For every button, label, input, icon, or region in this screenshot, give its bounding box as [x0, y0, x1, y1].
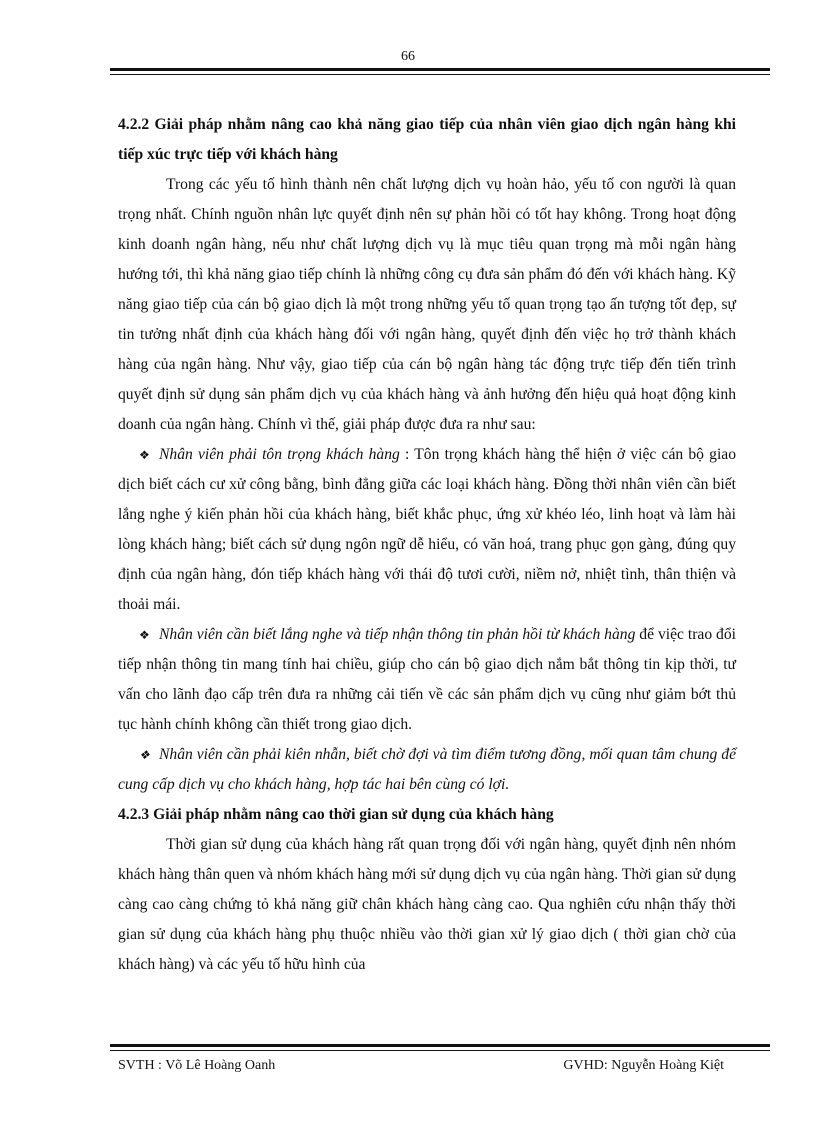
bullet-item	[118, 740, 736, 800]
page-body	[118, 110, 736, 980]
bullet-text: để việc trao đổi tiếp nhận thông tin mang tính hai chiều, giúp cho cán bộ giao dịch nắm bắt thông tin kịp thời, tư vấn cho lãnh đạo cấp trên đưa ra những cải tiến về các sản phẩm dịch vụ cũng như giảm bớt thủ tục hành chính không cần thiết trong giao dịch.	[118, 626, 736, 733]
footer-advisor: GVHD: Nguyễn Hoàng Kiệt	[563, 1058, 724, 1073]
footer-rule-thick	[110, 1044, 770, 1047]
diamond-bullet-icon: ❖	[139, 748, 150, 762]
header-rule-thick	[110, 68, 770, 71]
footer-rule-thin	[110, 1050, 770, 1051]
bullet-lead: Nhân viên phải tôn trọng khách hàng	[159, 446, 400, 463]
bullet-item	[118, 620, 736, 740]
page-number: 66	[401, 49, 415, 64]
bullet-lead: Nhân viên cần biết lắng nghe và tiếp nhận thông tin phản hồi từ khách hàng	[159, 626, 636, 643]
diamond-bullet-icon: ❖	[139, 448, 150, 462]
bullet-lead: Nhân viên cần phải kiên nhẫn, biết chờ đợi và tìm điểm tương đồng, mối quan tâm chung để cung cấp dịch vụ cho khách hàng, hợp tác hai bên cùng có lợi.	[118, 746, 736, 793]
bullet-item	[118, 440, 736, 620]
header-rule-thin	[110, 74, 770, 75]
diamond-bullet-icon: ❖	[139, 628, 150, 642]
section-4-2-2-paragraph: Trong các yếu tố hình thành nên chất lượng dịch vụ hoàn hảo, yếu tố con người là quan trọng nhất. Chính nguồn nhân lực quyết định nên sự phản hồi có tốt hay không. Trong hoạt động kinh doanh ngân hàng, nếu như chất lượng dịch vụ là mục tiêu quan trọng mà mỗi ngân hàng hướng tới, thì khả năng giao tiếp chính là những công cụ đưa sản phẩm đó đến với khách hàng. Kỹ năng giao tiếp của cán bộ giao dịch là một trong những yếu tố quan trọng tạo ấn tượng tốt đẹp, sự tin tưởng nhất định của khách hàng đối với ngân hàng, quyết định đến việc họ trở thành khách hàng của ngân hàng. Như vậy, giao tiếp của cán bộ ngân hàng tác động trực tiếp đến tiến trình quyết định sử dụng sản phẩm dịch vụ của khách hàng và ảnh hưởng đến hiệu quả hoạt động kinh doanh của ngân hàng. Chính vì thế, giải pháp được đưa ra như sau:	[118, 176, 736, 433]
section-heading-4-2-2: 4.2.2 Giải pháp nhằm nâng cao khả năng giao tiếp của nhân viên giao dịch ngân hàng khi tiếp xúc trực tiếp với khách hàng	[118, 116, 736, 163]
section-4-2-3-paragraph: Thời gian sử dụng của khách hàng rất quan trọng đối với ngân hàng, quyết định nên nhóm khách hàng thân quen và nhóm khách hàng mới sử dụng dịch vụ của ngân hàng. Thời gian sử dụng càng cao càng chứng tỏ khả năng giữ chân khách hàng càng cao. Qua nghiên cứu nhận thấy thời gian sử dụng của khách hàng phụ thuộc nhiều vào thời gian xử lý giao dịch ( thời gian chờ của khách hàng) và các yếu tố hữu hình của	[118, 836, 736, 973]
bullet-text: : Tôn trọng khách hàng thể hiện ở việc cán bộ giao dịch biết cách cư xử công bằng, bình đẳng giữa các loại khách hàng. Đồng thời nhân viên cần biết lắng nghe ý kiến phản hồi của khách hàng, biết khắc phục, ứng xử khéo léo, linh hoạt và làm hài lòng khách hàng; biết cách sử dụng ngôn ngữ dễ hiểu, có văn hoá, trang phục gọn gàng, đúng quy định của ngân hàng, đón tiếp khách hàng với thái độ tươi cười, niềm nở, nhiệt tình, thân thiện và thoải mái.	[118, 446, 737, 613]
section-heading-4-2-3: 4.2.3 Giải pháp nhằm nâng cao thời gian sử dụng của khách hàng	[118, 806, 554, 823]
footer-student: SVTH : Võ Lê Hoàng Oanh	[118, 1058, 276, 1073]
